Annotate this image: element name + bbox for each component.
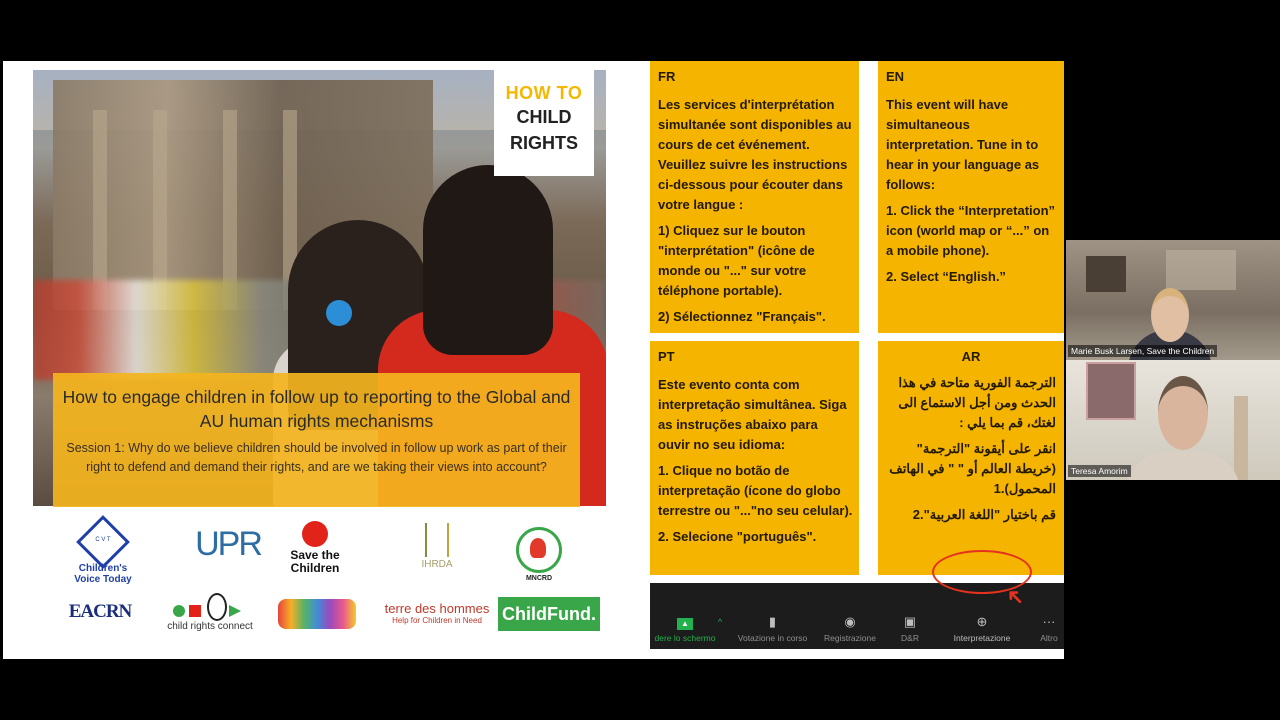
interpretation-label: Interpretazione <box>953 633 1011 643</box>
participant-tile-1[interactable] <box>1066 240 1280 360</box>
lang-heading-fr: FR <box>658 69 676 84</box>
slide-session: Session 1: Why do we believe children should be involved in follow up work as part of their right to defend and demand their rights, and are we taking their views into account? <box>66 441 567 474</box>
chevron-up-icon: ^ <box>717 617 723 627</box>
lang-step1-ar: انقر على أيقونة "الترجمة" (خريطة العالم أو " " في الهاتف المحمول).1 <box>889 441 1056 496</box>
badge-line-2: CHILD <box>516 107 572 127</box>
participant-2-body <box>1126 452 1240 480</box>
lang-step2-ar: قم باختيار "اللغة العربية".2 <box>912 507 1056 522</box>
how-to-child-rights-badge <box>494 70 594 176</box>
arrow-annotation-icon: ➜ <box>999 581 1031 613</box>
share-options-button[interactable] <box>710 583 730 649</box>
more-label: Altro <box>1040 633 1058 643</box>
lang-text-en: This event will have simultaneous interpretation. Tune in to hear in your language as follows: <box>886 97 1040 192</box>
poll-icon: ▮ <box>768 614 777 629</box>
polls-label: Votazione in corso <box>737 633 808 643</box>
globe-icon: ⊕ <box>976 614 988 629</box>
lang-heading-pt: PT <box>658 349 675 364</box>
childfund-logo <box>498 597 600 631</box>
mncrd-logo <box>509 527 569 582</box>
lang-step2-pt: 2. Selecione "português". <box>658 529 817 544</box>
lang-text-ar: الترجمة الفورية متاحة في هذا الحدث ومن أجل الاستماع الى لغتك، قم بما يلي : <box>898 375 1056 430</box>
ihrda-logo <box>407 523 467 570</box>
lang-step1-pt: 1. Clique no botão de interpretação (ícone do globo terrestre ou "..."no seu celular). <box>658 463 853 518</box>
terre-des-hommes-logo <box>379 601 495 625</box>
cvt-logo <box>73 523 133 585</box>
cvt-diamond-icon <box>76 515 130 569</box>
cvt-logo-text: Children's Voice Today <box>74 563 132 585</box>
record-button[interactable] <box>815 583 885 649</box>
record-label: Registrazione <box>824 633 876 643</box>
ihrda-icon <box>425 523 449 557</box>
lang-step2-fr: 2) Sélectionnez "Français". <box>658 309 826 324</box>
qa-button[interactable] <box>890 583 930 649</box>
upr-logo-text: UPR <box>195 525 261 563</box>
upr-logo <box>193 525 263 564</box>
background-cabinet <box>1234 396 1248 480</box>
mncrd-icon <box>516 527 562 573</box>
share-screen-label: dere lo schermo <box>654 633 716 643</box>
participant-1-name: Marie Busk Larsen, Save the Children <box>1068 345 1217 357</box>
participant-1-avatar <box>1151 288 1189 342</box>
wall-picture <box>1086 256 1126 292</box>
terre-des-hommes-text: terre des hommes <box>384 601 490 616</box>
badge-line-1: HOW TO <box>505 83 583 103</box>
eacrn-text: EACRN <box>68 601 132 622</box>
lang-heading-ar: AR <box>961 349 981 364</box>
wall-painting <box>1086 362 1136 420</box>
badge-line-3: RIGHTS <box>509 133 578 153</box>
slide-title: How to engage children in follow up to reporting to the Global and AU human rights mechanisms <box>62 387 571 431</box>
more-button[interactable] <box>1034 583 1064 649</box>
qa-icon: ▣ <box>903 614 917 629</box>
lang-step2-en: 2. Select “English.” <box>886 269 1006 284</box>
wall-light <box>1166 250 1236 290</box>
zoom-toolbar <box>650 583 1064 649</box>
save-the-children-text: Save the Children <box>290 548 340 575</box>
lang-box-fr <box>650 61 859 333</box>
participant-2-avatar <box>1158 376 1208 450</box>
lang-heading-en: EN <box>886 69 905 84</box>
participant-2-name: Teresa Amorim <box>1068 465 1131 477</box>
polls-button[interactable] <box>730 583 815 649</box>
eacrn-logo <box>55 601 145 623</box>
lang-box-ar <box>878 341 1064 575</box>
presentation-slide <box>3 61 1064 659</box>
participant-tile-2[interactable] <box>1066 360 1280 480</box>
save-the-children-logo <box>285 521 345 575</box>
cvt-mark-text: C V T <box>95 537 111 543</box>
lang-text-fr: Les services d'interprétation simultanée sont disponibles au cours de cet événement. Veuillez suivre les instructions ci-dessous pour écouter dans votre langue : <box>658 97 852 212</box>
terre-des-hommes-subtext: Help for Children in Need <box>392 616 482 625</box>
lang-step1-fr: 1) Cliquez sur le bouton "interprétation" (icône de monde ou "..." sur votre téléphone portable). <box>658 223 815 298</box>
child-rights-connect-text: child rights connect <box>167 621 253 632</box>
mncrd-text: MNCRD <box>525 575 553 582</box>
record-icon: ◉ <box>844 614 856 629</box>
ihrda-text: IHRDA <box>421 559 453 570</box>
save-the-children-icon <box>302 521 328 547</box>
slide-caption <box>53 373 580 507</box>
lang-text-pt: Este evento conta com interpretação simultânea. Siga as instruções abaixo para ouvir no seu idioma: <box>658 377 847 452</box>
hands-logo <box>278 599 358 629</box>
qa-label: D&R <box>901 633 919 643</box>
hands-icon <box>278 599 356 629</box>
lang-box-pt <box>650 341 859 575</box>
child-rights-connect-icon <box>167 591 253 621</box>
lang-box-en <box>878 61 1064 333</box>
childfund-text: ChildFund. <box>498 597 600 631</box>
child-rights-connect-logo <box>167 591 253 632</box>
share-screen-icon: ▲ <box>650 615 720 629</box>
lang-step1-en: 1. Click the “Interpretation” icon (world map or “...” on a mobile phone). <box>886 203 1056 258</box>
more-icon: ··· <box>1042 614 1056 629</box>
